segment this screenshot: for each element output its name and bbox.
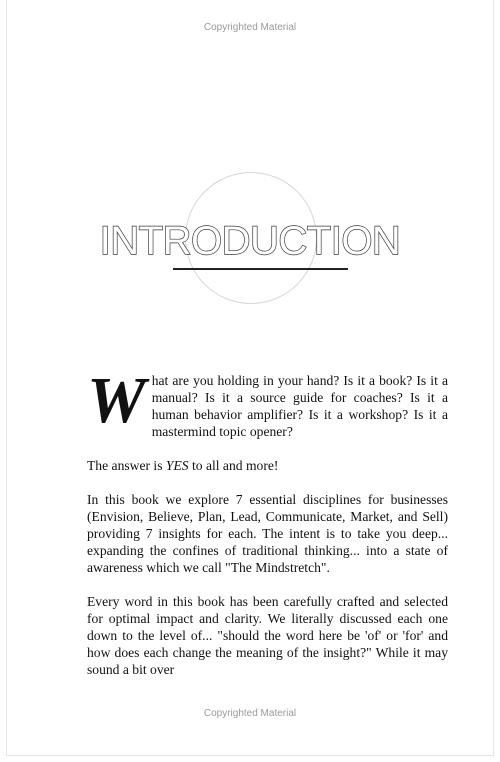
paragraph-1-text: hat are you holding in your hand? Is it a book? Is it a manual? Is it a source guide for coaches? Is it a human behavior amplifier? Is it a workshop? Is it a mastermind topic opener? [151, 373, 448, 439]
paragraph-1 [87, 364, 448, 440]
paragraph-2 [87, 457, 448, 474]
title-underline [173, 268, 348, 270]
paragraph-2-before: The answer is [87, 458, 166, 473]
paragraph-2-after: to all and more! [188, 458, 279, 473]
paragraph-3: In this book we explore 7 essential disciplines for businesses (Envision, Believe, Plan, Lead, Communicate, Market, and Sell) providing 7 insights for each. The intent is to take you deep... expanding the confines of traditional thinking... into a state of awareness which we call "The Mindstretch". [87, 492, 448, 575]
chapter-body [87, 364, 448, 695]
copyright-watermark-bottom: Copyrighted Material [203, 708, 297, 719]
copyright-watermark-top: Copyrighted Material [203, 22, 297, 33]
paragraph-4: Every word in this book has been carefully crafted and selected for optimal impact and clarity. We literally discussed each one down to the level of... "should the word here be 'of' or 'for' and how does each change the meaning of the insight?" While it may sound a bit over [87, 594, 448, 677]
paragraph-2-emphasis: YES [165, 458, 189, 473]
drop-cap: W [87, 364, 146, 437]
chapter-title: INTRODUCTION [99, 219, 401, 263]
